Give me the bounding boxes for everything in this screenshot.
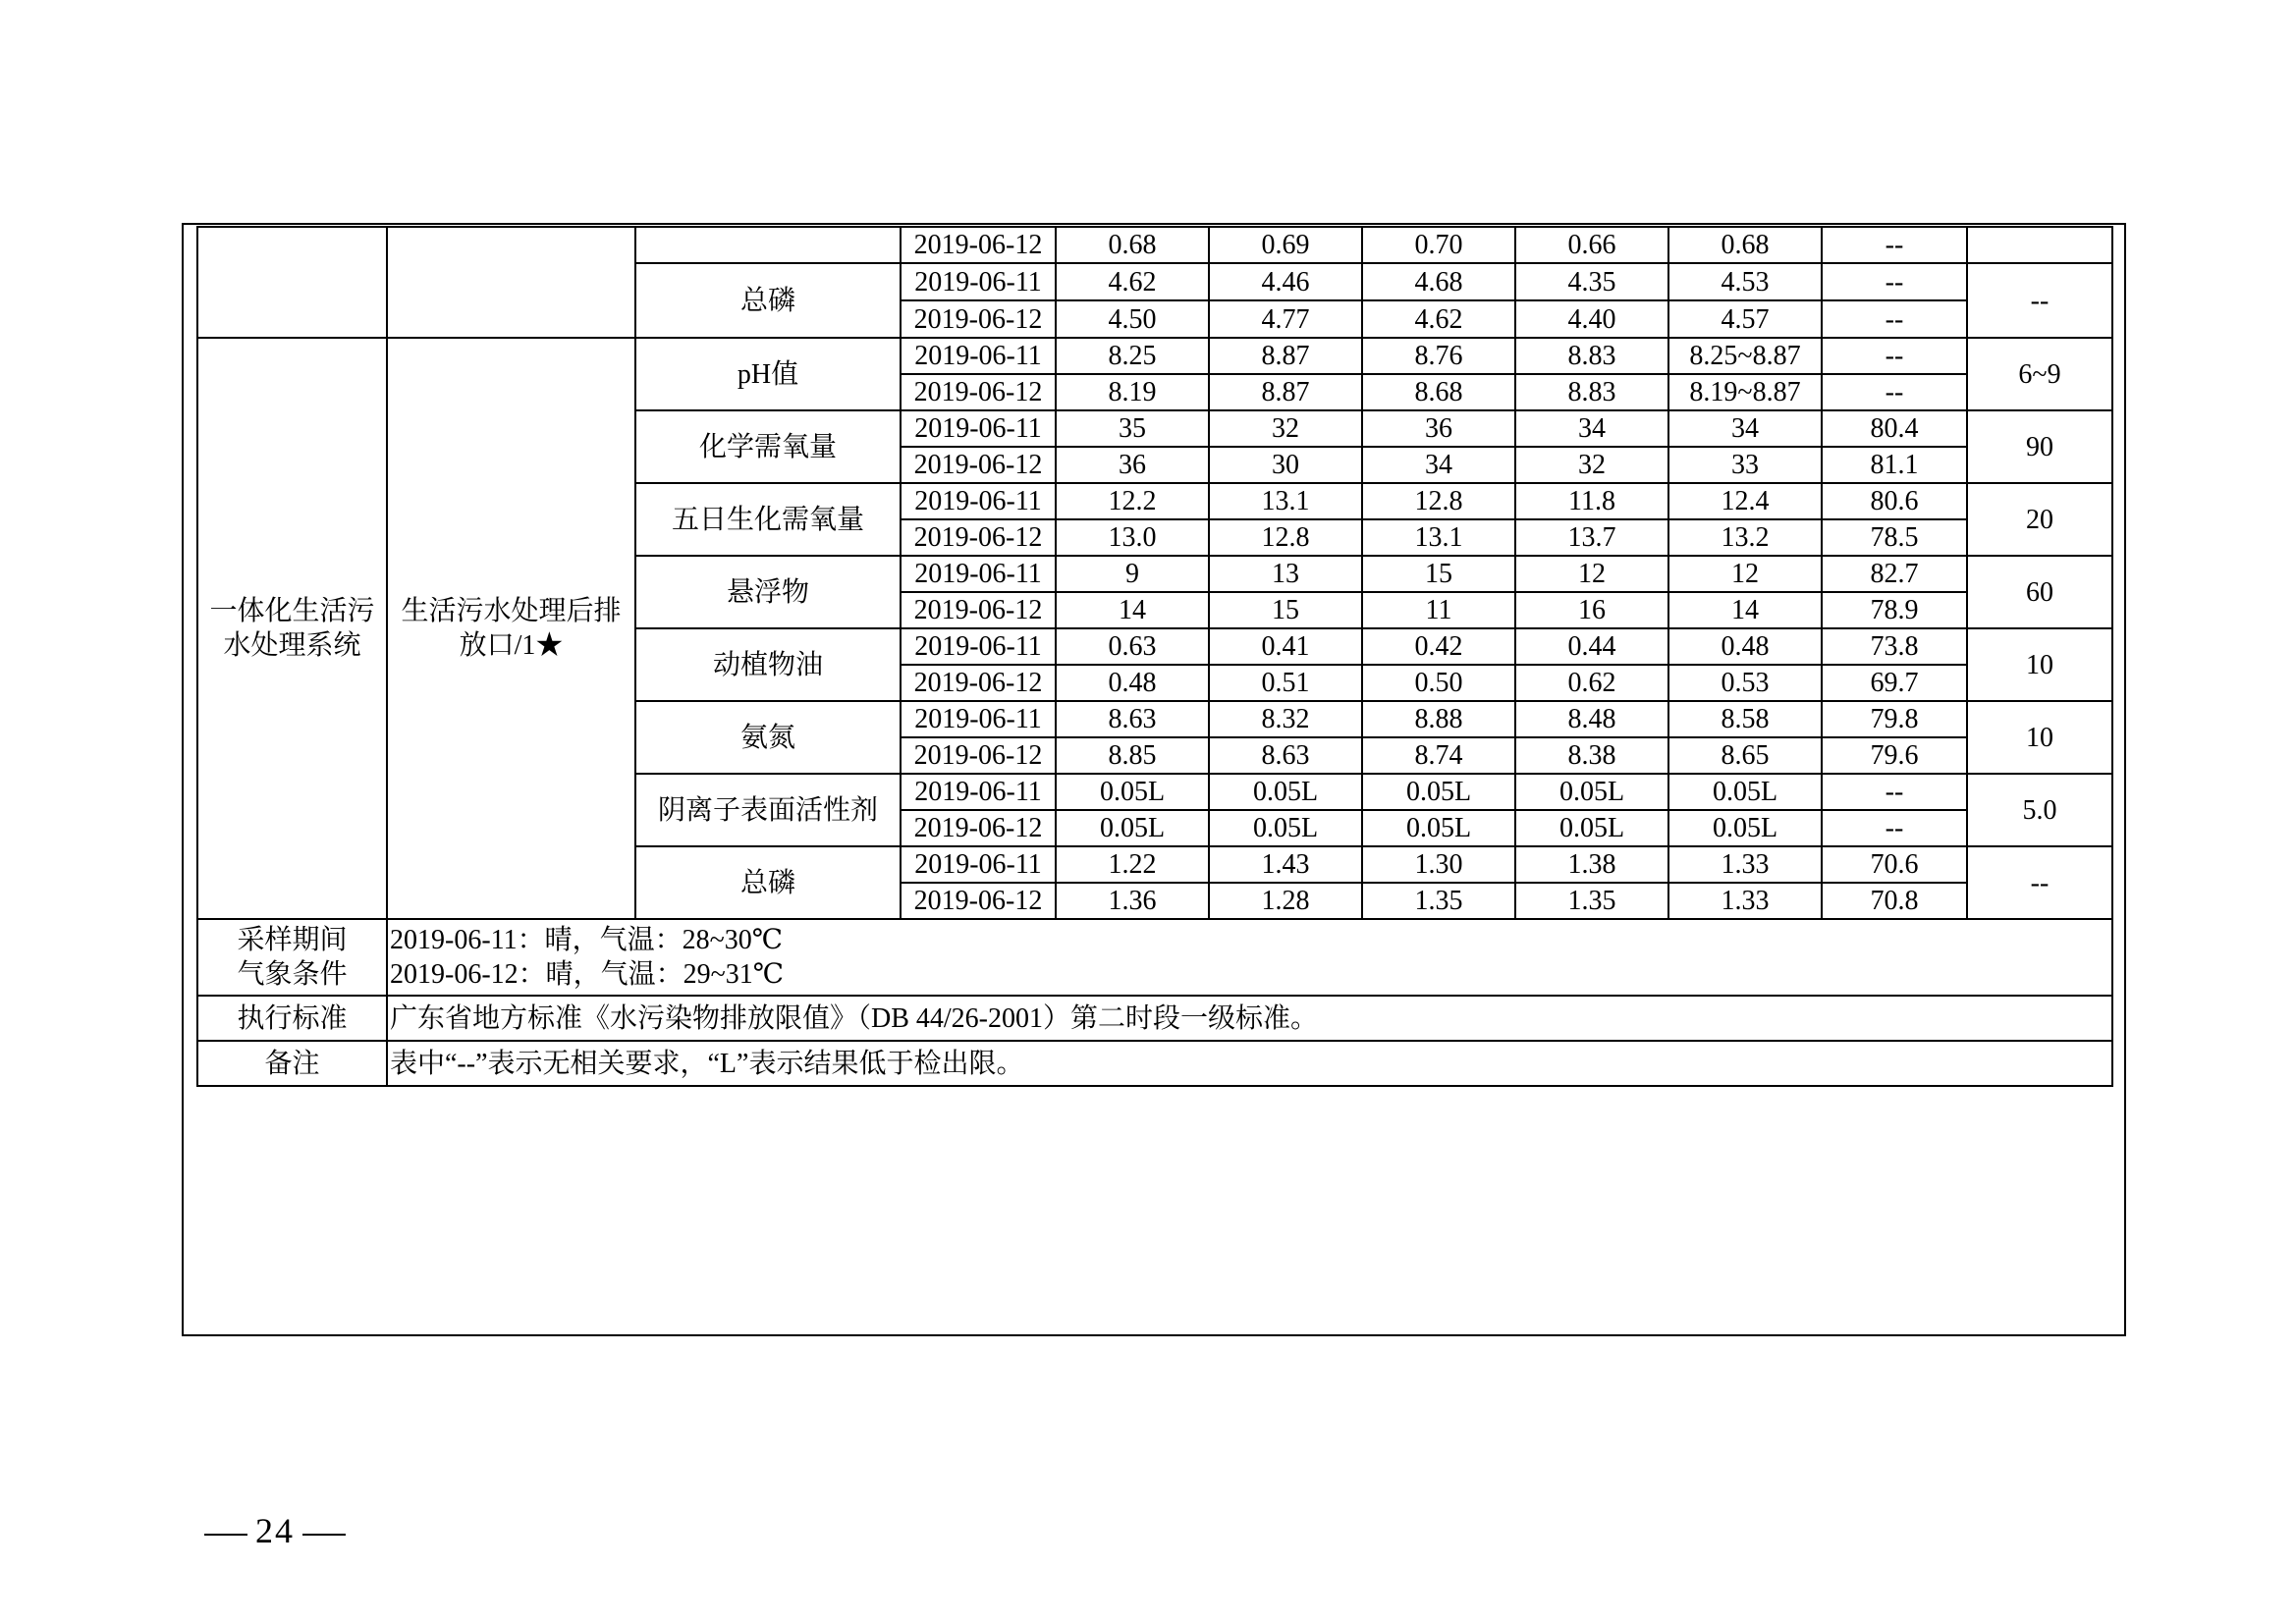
value-cell: 0.05L <box>1056 774 1209 810</box>
value-cell: 4.53 <box>1668 263 1822 300</box>
date-cell: 2019-06-12 <box>901 519 1056 556</box>
monitoring-results-table <box>196 226 2113 1087</box>
date-cell: 2019-06-11 <box>901 556 1056 592</box>
limit-cell: 10 <box>1967 628 2112 701</box>
value-cell: 13.2 <box>1668 519 1822 556</box>
table-row <box>197 338 2112 374</box>
date-cell: 2019-06-11 <box>901 701 1056 737</box>
value-cell: 4.50 <box>1056 300 1209 338</box>
value-cell: 1.38 <box>1515 846 1668 883</box>
removal-rate-cell: 78.9 <box>1822 592 1967 628</box>
value-cell: 0.42 <box>1362 628 1515 665</box>
weather-content <box>387 919 2112 996</box>
value-cell: 1.36 <box>1056 883 1209 919</box>
value-cell: 16 <box>1515 592 1668 628</box>
value-cell: 8.25 <box>1056 338 1209 374</box>
value-cell: 8.19 <box>1056 374 1209 410</box>
removal-rate-cell: 73.8 <box>1822 628 1967 665</box>
value-cell: 0.05L <box>1209 774 1362 810</box>
value-cell: 1.43 <box>1209 846 1362 883</box>
weather-label: 采样期间气象条件 <box>197 919 387 996</box>
value-cell: 1.30 <box>1362 846 1515 883</box>
value-cell: 4.62 <box>1362 300 1515 338</box>
item-name-cell: 阴离子表面活性剂 <box>635 774 901 846</box>
note-row <box>197 1041 2112 1086</box>
date-cell: 2019-06-12 <box>901 810 1056 846</box>
item-name-cell: 动植物油 <box>635 628 901 701</box>
page-number-value: 24 <box>255 1511 295 1550</box>
value-cell: 0.62 <box>1515 665 1668 701</box>
value-cell: 12.4 <box>1668 483 1822 519</box>
removal-rate-cell: -- <box>1822 263 1967 300</box>
value-cell: 8.83 <box>1515 374 1668 410</box>
value-cell: 4.77 <box>1209 300 1362 338</box>
value-cell: 1.22 <box>1056 846 1209 883</box>
date-cell: 2019-06-11 <box>901 338 1056 374</box>
value-cell: 0.68 <box>1668 227 1822 263</box>
value-cell: 14 <box>1056 592 1209 628</box>
value-cell: 0.05L <box>1362 774 1515 810</box>
limit-cell: 10 <box>1967 701 2112 774</box>
value-cell: 13.1 <box>1362 519 1515 556</box>
value-cell: 0.44 <box>1515 628 1668 665</box>
value-cell: 0.53 <box>1668 665 1822 701</box>
value-cell: 1.33 <box>1668 883 1822 919</box>
note-label: 备注 <box>197 1041 387 1086</box>
system-cell-empty <box>197 227 387 338</box>
date-cell: 2019-06-11 <box>901 483 1056 519</box>
date-cell: 2019-06-11 <box>901 846 1056 883</box>
value-cell: 34 <box>1668 410 1822 447</box>
value-cell: 0.68 <box>1056 227 1209 263</box>
item-name-cell: pH值 <box>635 338 901 410</box>
value-cell: 4.35 <box>1515 263 1668 300</box>
value-cell: 4.62 <box>1056 263 1209 300</box>
value-cell: 0.05L <box>1056 810 1209 846</box>
value-cell: 0.70 <box>1362 227 1515 263</box>
standard-text: 广东省地方标准《水污染物排放限值》（DB 44/26-2001）第二时段一级标准。 <box>387 996 2112 1041</box>
weather-line: 2019-06-11：晴，气温：28~30℃ <box>390 925 784 955</box>
removal-rate-cell: 78.5 <box>1822 519 1967 556</box>
value-cell: 11 <box>1362 592 1515 628</box>
limit-cell: 90 <box>1967 410 2112 483</box>
value-cell: 0.41 <box>1209 628 1362 665</box>
removal-rate-cell: 81.1 <box>1822 447 1967 483</box>
value-cell: 8.19~8.87 <box>1668 374 1822 410</box>
value-cell: 14 <box>1668 592 1822 628</box>
value-cell: 12 <box>1515 556 1668 592</box>
value-cell: 0.66 <box>1515 227 1668 263</box>
limit-cell: 6~9 <box>1967 338 2112 410</box>
value-cell: 32 <box>1515 447 1668 483</box>
table-row <box>197 227 2112 263</box>
limit-cell: 20 <box>1967 483 2112 556</box>
value-cell: 0.05L <box>1668 774 1822 810</box>
page-number-dash <box>204 1534 247 1536</box>
value-cell: 13.7 <box>1515 519 1668 556</box>
value-cell: 0.05L <box>1209 810 1362 846</box>
value-cell: 8.83 <box>1515 338 1668 374</box>
value-cell: 34 <box>1362 447 1515 483</box>
value-cell: 1.35 <box>1515 883 1668 919</box>
value-cell: 8.25~8.87 <box>1668 338 1822 374</box>
removal-rate-cell: -- <box>1822 338 1967 374</box>
date-cell: 2019-06-12 <box>901 737 1056 774</box>
removal-rate-cell: -- <box>1822 374 1967 410</box>
date-cell: 2019-06-12 <box>901 447 1056 483</box>
date-cell: 2019-06-12 <box>901 665 1056 701</box>
value-cell: 0.05L <box>1515 810 1668 846</box>
value-cell: 8.74 <box>1362 737 1515 774</box>
value-cell: 1.28 <box>1209 883 1362 919</box>
value-cell: 8.32 <box>1209 701 1362 737</box>
item-name-cell: 五日生化需氧量 <box>635 483 901 556</box>
removal-rate-cell: 79.6 <box>1822 737 1967 774</box>
standard-row <box>197 996 2112 1041</box>
value-cell: 32 <box>1209 410 1362 447</box>
page-number-dash <box>302 1534 346 1536</box>
value-cell: 8.87 <box>1209 374 1362 410</box>
value-cell: 13 <box>1209 556 1362 592</box>
value-cell: 8.76 <box>1362 338 1515 374</box>
value-cell: 1.35 <box>1362 883 1515 919</box>
value-cell: 0.48 <box>1668 628 1822 665</box>
value-cell: 8.58 <box>1668 701 1822 737</box>
value-cell: 11.8 <box>1515 483 1668 519</box>
value-cell: 12 <box>1668 556 1822 592</box>
value-cell: 0.05L <box>1668 810 1822 846</box>
weather-line: 2019-06-12：晴，气温：29~31℃ <box>390 959 785 990</box>
date-cell: 2019-06-12 <box>901 374 1056 410</box>
date-cell: 2019-06-11 <box>901 410 1056 447</box>
limit-cell: 5.0 <box>1967 774 2112 846</box>
value-cell: 8.87 <box>1209 338 1362 374</box>
date-cell: 2019-06-12 <box>901 883 1056 919</box>
removal-rate-cell: -- <box>1822 810 1967 846</box>
date-cell: 2019-06-12 <box>901 300 1056 338</box>
limit-cell: -- <box>1967 263 2112 338</box>
item-name-cell: 悬浮物 <box>635 556 901 628</box>
outlet-name-cell: 生活污水处理后排放口/1★ <box>387 338 635 919</box>
value-cell: 0.51 <box>1209 665 1362 701</box>
value-cell: 4.46 <box>1209 263 1362 300</box>
removal-rate-cell: 82.7 <box>1822 556 1967 592</box>
item-name-cell: 氨氮 <box>635 701 901 774</box>
date-cell: 2019-06-12 <box>901 592 1056 628</box>
value-cell: 15 <box>1209 592 1362 628</box>
value-cell: 8.48 <box>1515 701 1668 737</box>
removal-rate-cell: 70.6 <box>1822 846 1967 883</box>
value-cell: 8.85 <box>1056 737 1209 774</box>
weather-row <box>197 919 2112 996</box>
value-cell: 36 <box>1362 410 1515 447</box>
value-cell: 1.33 <box>1668 846 1822 883</box>
value-cell: 8.68 <box>1362 374 1515 410</box>
removal-rate-cell: -- <box>1822 774 1967 810</box>
value-cell: 12.2 <box>1056 483 1209 519</box>
value-cell: 15 <box>1362 556 1515 592</box>
limit-cell: -- <box>1967 846 2112 919</box>
value-cell: 12.8 <box>1209 519 1362 556</box>
value-cell: 8.63 <box>1056 701 1209 737</box>
value-cell: 12.8 <box>1362 483 1515 519</box>
value-cell: 4.57 <box>1668 300 1822 338</box>
value-cell: 0.05L <box>1362 810 1515 846</box>
removal-rate-cell: 80.4 <box>1822 410 1967 447</box>
page-number <box>196 1510 354 1551</box>
value-cell: 35 <box>1056 410 1209 447</box>
item-name-cell: 总磷 <box>635 846 901 919</box>
date-cell: 2019-06-11 <box>901 628 1056 665</box>
value-cell: 13.1 <box>1209 483 1362 519</box>
standard-label: 执行标准 <box>197 996 387 1041</box>
item-cell-empty <box>635 227 901 263</box>
value-cell: 8.38 <box>1515 737 1668 774</box>
removal-rate-cell: 79.8 <box>1822 701 1967 737</box>
value-cell: 4.68 <box>1362 263 1515 300</box>
value-cell: 33 <box>1668 447 1822 483</box>
value-cell: 0.05L <box>1515 774 1668 810</box>
outlet-cell-empty <box>387 227 635 338</box>
value-cell: 0.63 <box>1056 628 1209 665</box>
value-cell: 8.88 <box>1362 701 1515 737</box>
value-cell: 0.48 <box>1056 665 1209 701</box>
value-cell: 30 <box>1209 447 1362 483</box>
system-name-cell: 一体化生活污水处理系统 <box>197 338 387 919</box>
limit-cell: 60 <box>1967 556 2112 628</box>
note-text: 表中“--”表示无相关要求，“L”表示结果低于检出限。 <box>387 1041 2112 1086</box>
removal-rate-cell: 69.7 <box>1822 665 1967 701</box>
value-cell: 0.50 <box>1362 665 1515 701</box>
value-cell: 34 <box>1515 410 1668 447</box>
value-cell: 4.40 <box>1515 300 1668 338</box>
value-cell: 8.63 <box>1209 737 1362 774</box>
removal-rate-cell: 80.6 <box>1822 483 1967 519</box>
value-cell: 13.0 <box>1056 519 1209 556</box>
value-cell: 9 <box>1056 556 1209 592</box>
value-cell: 36 <box>1056 447 1209 483</box>
item-name-cell: 化学需氧量 <box>635 410 901 483</box>
value-cell: 8.65 <box>1668 737 1822 774</box>
removal-rate-cell: -- <box>1822 300 1967 338</box>
date-cell: 2019-06-12 <box>901 227 1056 263</box>
removal-rate-cell: -- <box>1822 227 1967 263</box>
item-name-cell: 总磷 <box>635 263 901 338</box>
date-cell: 2019-06-11 <box>901 774 1056 810</box>
limit-cell-empty <box>1967 227 2112 263</box>
removal-rate-cell: 70.8 <box>1822 883 1967 919</box>
date-cell: 2019-06-11 <box>901 263 1056 300</box>
value-cell: 0.69 <box>1209 227 1362 263</box>
